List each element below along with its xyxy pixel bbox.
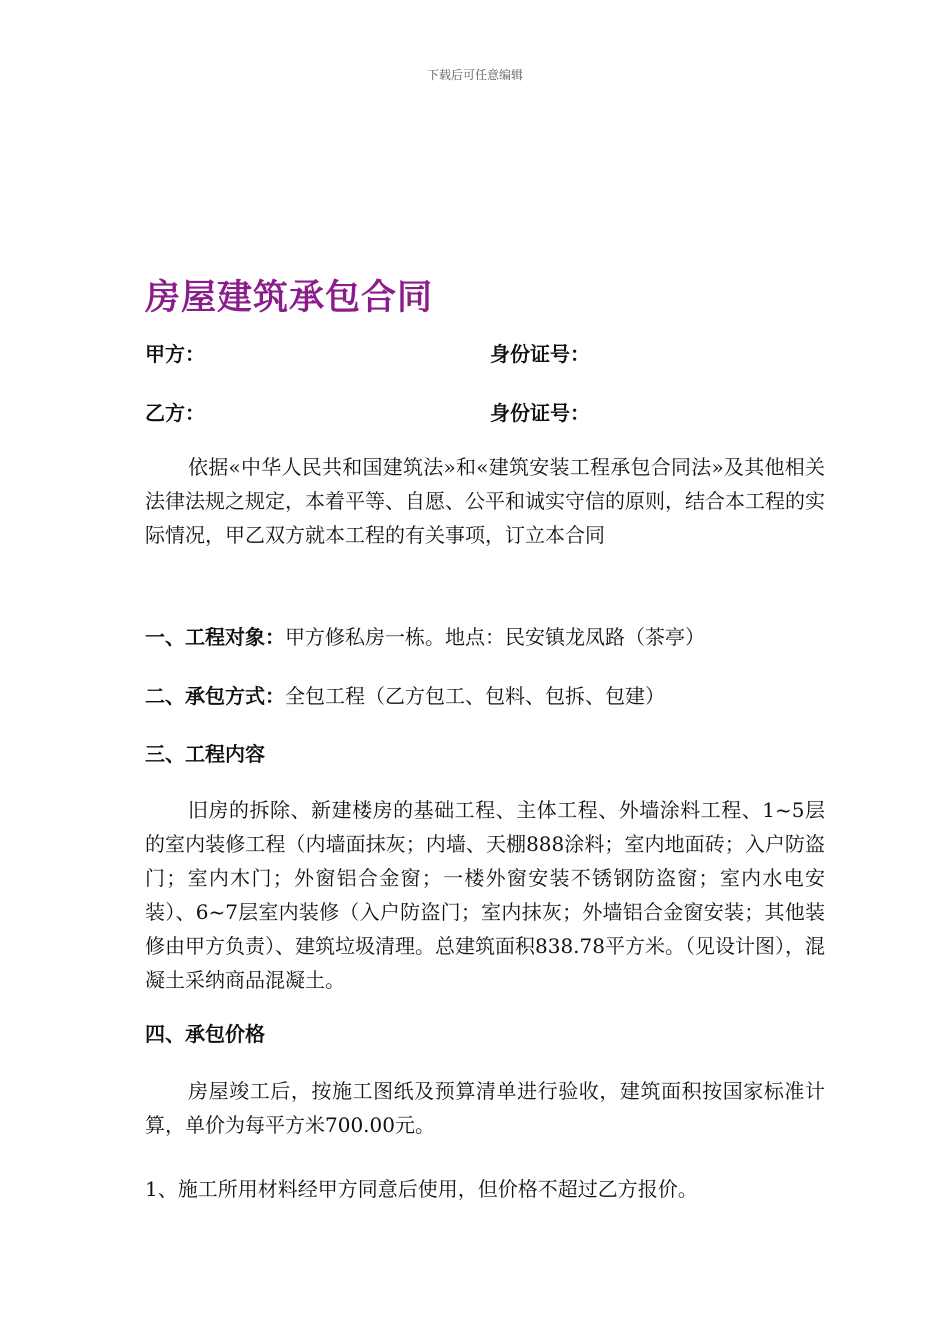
section-heading: 四、承包价格 xyxy=(145,1022,265,1046)
section-project-content xyxy=(145,737,825,771)
document-title: 房屋建筑承包合同 xyxy=(145,278,434,318)
price-paragraph: 房屋竣工后，按施工图纸及预算清单进行验收，建筑面积按国家标准计算，单价为每平方米700.00元。 xyxy=(145,1079,825,1137)
section-project-object xyxy=(145,620,825,654)
item-1-paragraph: 1、施工所用材料经甲方同意后使用，但价格不超过乙方报价。 xyxy=(145,1177,698,1201)
party-b-label: 乙方： xyxy=(145,401,205,425)
content-paragraph: 旧房的拆除、新建楼房的基础工程、主体工程、外墙涂料工程、1~5层的室内装修工程（内墙面抹灰；内墙、天棚888涂料；室内地面砖；入户防盗门；室内木门；外窗铝合金窗；一楼外窗安装不锈钢防盗窗；室内水电安装）、6~7层室内装修（入户防盗门；室内抹灰；外墙铝合金窗安装；其他装修由甲方负责）、建筑垃圾清理。总建筑面积838.78平方米。（见设计图），混凝土采纳商品混凝土。 xyxy=(145,798,825,992)
section-text: 甲方修私房一栋。地点：民安镇龙凤路（茶亭） xyxy=(285,625,705,649)
party-b-row xyxy=(145,397,845,427)
intro-paragraph: 依据«中华人民共和国建筑法»和«建筑安装工程承包合同法»及其他相关法律法规之规定，本着平等、自愿、公平和诚实守信的原则，结合本工程的实际情况，甲乙双方就本工程的有关事项，订立本合同 xyxy=(145,455,825,547)
section-heading: 二、承包方式： xyxy=(145,684,285,708)
party-a-label: 甲方： xyxy=(145,342,205,366)
party-b-id-label: 身份证号： xyxy=(490,401,590,425)
party-a-row xyxy=(145,338,845,368)
section-contract-price xyxy=(145,1017,825,1051)
section-text: 全包工程（乙方包工、包料、包拆、包建） xyxy=(285,684,665,708)
header-note: 下载后可任意编辑 xyxy=(426,68,523,82)
section-heading: 一、工程对象： xyxy=(145,625,285,649)
party-a-id-label: 身份证号： xyxy=(490,342,590,366)
section-heading: 三、工程内容 xyxy=(145,742,265,766)
section-contract-method xyxy=(145,679,825,713)
